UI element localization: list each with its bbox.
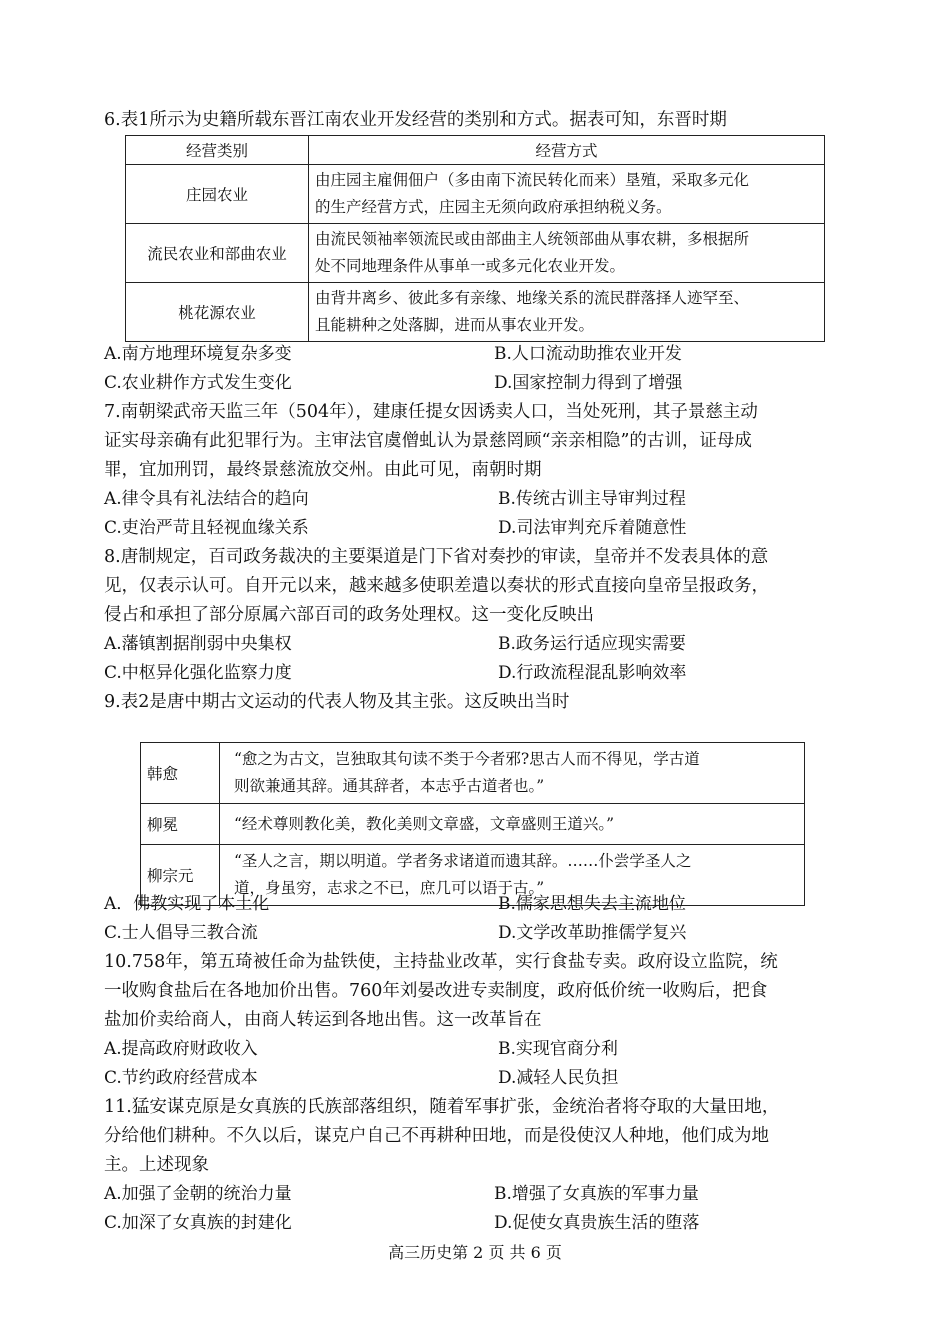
q11-stem: 11.猛安谋克原是女真族的氏族部落组织，随着军事扩张，金统治者将夺取的大量田地， (104, 1097, 780, 1117)
q9-option-b: B.儒家思想失去主流地位 (498, 894, 686, 914)
table-2 (140, 742, 805, 906)
cell-line: 由流民领袖率领流民或由部曲主人统领部曲从事农耕，多根据所 (315, 230, 750, 248)
table-row (126, 224, 825, 283)
q6-stem: 6.表1所示为史籍所载东晋江南农业开发经营的类别和方式。据表可知，东晋时期 (104, 110, 727, 130)
table-row (126, 283, 825, 342)
q11-stem: 分给他们耕种。不久以后，谋克户自己不再耕种田地，而是役使汉人种地，他们成为地 (104, 1126, 769, 1146)
q10-option-c: C.节约政府经营成本 (104, 1068, 258, 1088)
q9-stem: 9.表2是唐中期古文运动的代表人物及其主张。这反映出当时 (104, 692, 570, 712)
table-cell (309, 224, 825, 283)
table-row (126, 165, 825, 224)
table-cell (220, 804, 805, 845)
q7-stem: 证实母亲确有此犯罪行为。主审法官虞僧虬认为景慈罔顾“亲亲相隐”的古训，证母成 (104, 431, 752, 451)
q11-option-c: C.加深了女真族的封建化 (104, 1213, 292, 1233)
table-row (141, 743, 805, 804)
q8-stem: 8.唐制规定，百司政务裁决的主要渠道是门下省对奏抄的审读，皇帝并不发表具体的意 (104, 547, 769, 567)
cell-line: 由背井离乡、彼此多有亲缘、地缘关系的流民群落择人迹罕至、 (315, 289, 750, 307)
q8-option-d: D.行政流程混乱影响效率 (498, 663, 687, 683)
table-cell (309, 283, 825, 342)
q10-stem: 盐加价卖给商人，由商人转运到各地出售。这一改革旨在 (104, 1010, 542, 1030)
q7-stem: 罪，宜加刑罚，最终景慈流放交州。由此可见，南朝时期 (104, 460, 542, 480)
cell-line: 处不同地理条件从事单一或多元化农业开发。 (315, 257, 626, 275)
q10-stem: 10.758年，第五琦被任命为盐铁使，主持盐业改革，实行食盐专卖。政府设立监院，统 (104, 952, 778, 972)
table-header: 经营类别 (126, 136, 309, 165)
q11-option-a: A.加强了金朝的统治力量 (104, 1184, 292, 1204)
q8-option-a: A.藩镇割据削弱中央集权 (104, 634, 292, 654)
table-cell: 桃花源农业 (126, 283, 309, 342)
q7-option-c: C.吏治严苛且轻视血缘关系 (104, 518, 309, 538)
q11-stem: 主。上述现象 (104, 1155, 209, 1175)
q9-option-a: A．佛教实现了本土化 (104, 894, 270, 914)
q10-option-b: B.实现官商分利 (498, 1039, 618, 1059)
q7-option-d: D.司法审判充斥着随意性 (498, 518, 687, 538)
q11-option-d: D.促使女真贵族生活的堕落 (494, 1213, 700, 1233)
table-header: 经营方式 (309, 136, 825, 165)
q6-option-a: A.南方地理环境复杂多变 (104, 344, 292, 364)
cell-line: “经术尊则教化美，教化美则文章盛，文章盛则王道兴。” (234, 814, 615, 833)
table-cell: 柳宗元 (141, 845, 220, 906)
q7-option-a: A.律令具有礼法结合的趋向 (104, 489, 309, 509)
cell-line: 道，身虽穷，志求之不已，庶几可以语于古。” (234, 879, 545, 897)
q8-option-c: C.中枢异化强化监察力度 (104, 663, 292, 683)
table-header-row (126, 136, 825, 165)
table-cell (220, 743, 805, 804)
cell-line: 且能耕种之处落脚，进而从事农业开发。 (315, 316, 595, 334)
cell-line: “愈之为古文，岂独取其句读不类于今者邪?思古人而不得见，学古道 (234, 750, 700, 768)
q8-stem: 见，仅表示认可。自开元以来，越来越多使职差遣以奏状的形式直接向皇帝呈报政务， (104, 576, 769, 596)
q6-option-c: C.农业耕作方式发生变化 (104, 373, 292, 393)
q9-option-d: D.文学改革助推儒学复兴 (498, 923, 687, 943)
cell-line: “圣人之言，期以明道。学者务求诸道而遗其辞。……仆尝学圣人之 (234, 852, 692, 870)
q10-stem: 一收购食盐后在各地加价出售。760年刘晏改进专卖制度，政府低价统一收购后，把食 (104, 981, 768, 1001)
q7-option-b: B.传统古训主导审判过程 (498, 489, 686, 509)
q8-option-b: B.政务运行适应现实需要 (498, 634, 686, 654)
q6-option-d: D.国家控制力得到了增强 (494, 373, 683, 393)
q10-option-a: A.提高政府财政收入 (104, 1039, 258, 1059)
cell-line: 的生产经营方式，庄园主无须向政府承担纳税义务。 (315, 198, 672, 216)
table-row (141, 804, 805, 845)
table-cell: 韩愈 (141, 743, 220, 804)
q9-option-c: C.士人倡导三教合流 (104, 923, 258, 943)
table-cell: 流民农业和部曲农业 (126, 224, 309, 283)
q11-option-b: B.增强了女真族的军事力量 (494, 1184, 699, 1204)
q10-option-d: D.减轻人民负担 (498, 1068, 619, 1088)
cell-line: 则欲兼通其辞。通其辞者，本志乎古道者也。” (234, 777, 545, 795)
cell-line: 由庄园主雇佣佃户（多由南下流民转化而来）垦殖，采取多元化 (315, 171, 750, 189)
page-footer: 高三历史第 2 页 共 6 页 (388, 1243, 562, 1262)
q8-stem: 侵占和承担了部分原属六部百司的政务处理权。这一变化反映出 (104, 605, 594, 625)
q7-stem: 7.南朝梁武帝天监三年（504年），建康任提女因诱卖人口，当处死刑，其子景慈主动 (104, 402, 758, 422)
table-cell: 庄园农业 (126, 165, 309, 224)
table-cell (309, 165, 825, 224)
q6-option-b: B.人口流动助推农业开发 (494, 344, 682, 364)
table-cell: 柳冕 (141, 804, 220, 845)
table-1 (125, 135, 825, 342)
